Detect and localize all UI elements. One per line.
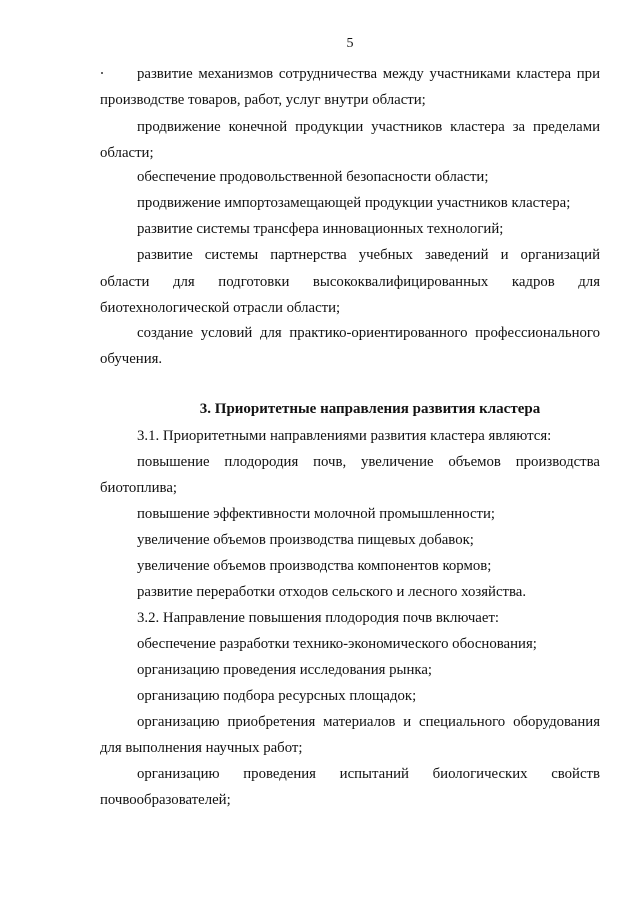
text-line: обучения. — [100, 351, 163, 367]
section-heading: 3. Приоритетные направления развития кластера — [199, 401, 541, 417]
text-line: организацию проведения испытаний биологических свойств — [137, 766, 600, 782]
text-line: увеличение объемов производства компонентов кормов; — [137, 558, 492, 574]
text-line: продвижение импортозамещающей продукции участников кластера; — [137, 195, 571, 211]
text-line: организацию приобретения материалов и специального оборудования — [137, 714, 600, 730]
text-line: биотоплива; — [100, 480, 178, 496]
text-line: производстве товаров, работ, услуг внутри области; — [100, 92, 426, 108]
text-line: развитие механизмов сотрудничества между участниками кластера при — [137, 66, 600, 82]
text-line: развитие системы партнерства учебных заведений и организаций — [137, 247, 600, 263]
text-line: повышение плодородия почв, увеличение объемов производства — [137, 454, 600, 470]
text-line: области; — [100, 145, 154, 161]
text-line: развитие переработки отходов сельского и лесного хозяйства. — [137, 584, 527, 600]
page-number: 5 — [346, 36, 354, 51]
text-line: продвижение конечной продукции участников кластера за пределами — [137, 119, 600, 135]
text-line: для выполнения научных работ; — [100, 740, 303, 756]
text-line: организацию проведения исследования рынка; — [137, 662, 433, 678]
text-line: увеличение объемов производства пищевых добавок; — [137, 532, 474, 548]
text-line: повышение эффективности молочной промышленности; — [137, 506, 496, 522]
text-line: обеспечение продовольственной безопасности области; — [137, 169, 489, 185]
text-line: биотехнологической отрасли области; — [100, 300, 341, 316]
text-line: развитие системы трансфера инновационных технологий; — [137, 221, 504, 237]
text-line: области для подготовки высококвалифицированных кадров для — [100, 274, 600, 290]
scan-speck — [101, 72, 103, 74]
text-line: почвообразователей; — [100, 792, 231, 808]
text-line: 3.1. Приоритетными направлениями развития кластера являются: — [137, 428, 552, 444]
text-line: 3.2. Направление повышения плодородия почв включает: — [137, 610, 500, 626]
text-line: создание условий для практико-ориентированного профессионального — [137, 325, 600, 341]
text-line: обеспечение разработки технико-экономического обоснования; — [137, 636, 537, 652]
text-line: организацию подбора ресурсных площадок; — [137, 688, 417, 704]
